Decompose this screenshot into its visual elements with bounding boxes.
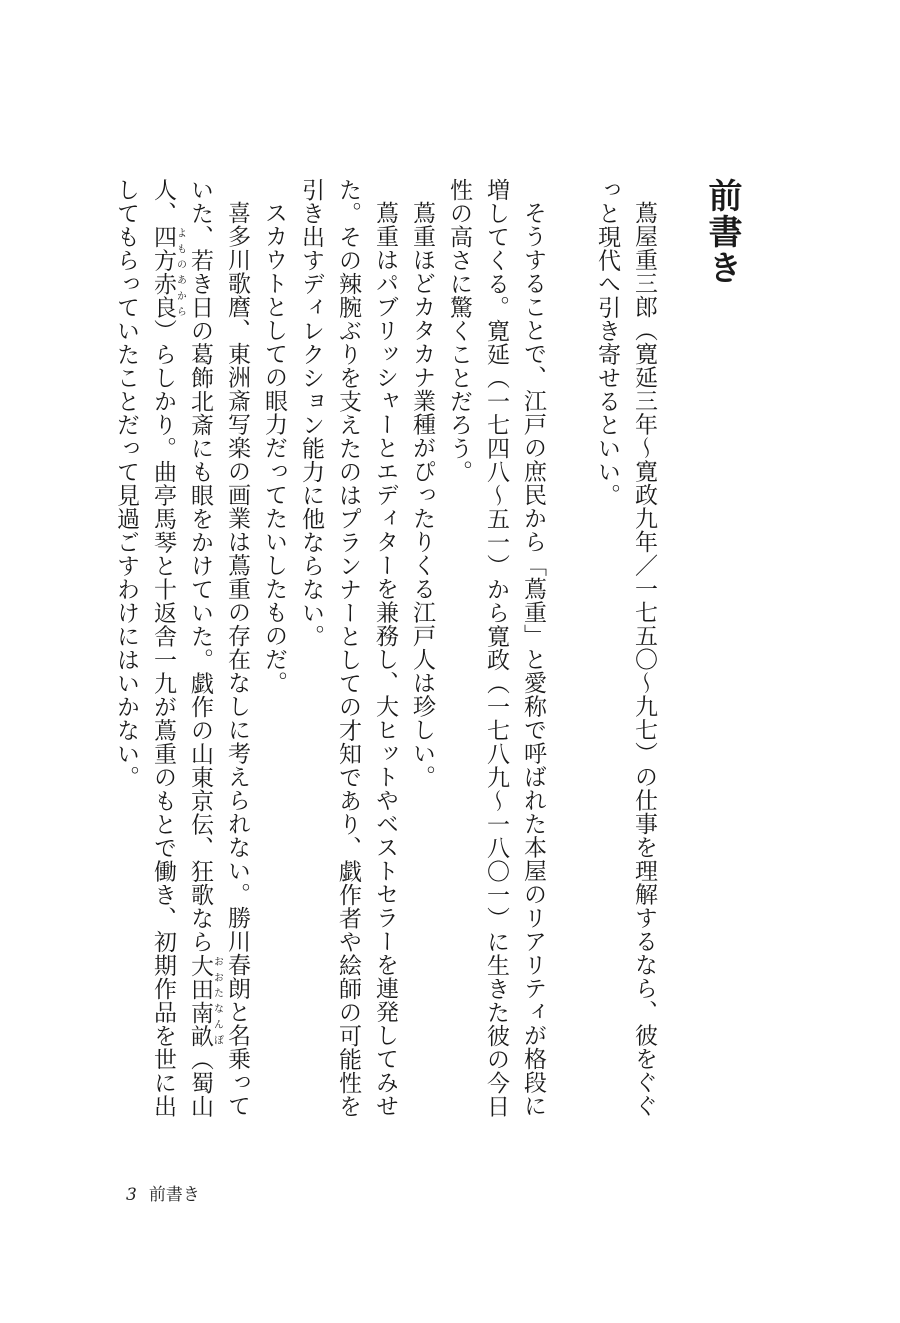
ruby-ota-nanpo-base: 大田南畝 xyxy=(187,953,213,1048)
ruby-ota-nanpo-reading: おおたなんぽ xyxy=(211,953,223,1048)
body-text xyxy=(107,178,662,1138)
ruby-yomo-no-akara-reading: よものあから xyxy=(174,225,186,319)
running-title: 前書き xyxy=(148,1185,200,1205)
paragraph-6-part2: （蜀山人、 xyxy=(150,178,213,1118)
paragraph-4: 蔦重はパブリッシャーとエディターを兼務し、大ヒットやベストセラーを連発してみせた。その辣腕ぶりを支えたのはプランナーとしての才知であり、戯作者や絵師の可能性を引き出すディレクション能力に他ならない。 xyxy=(298,178,398,1118)
ruby-ota-nanpo xyxy=(187,953,223,1048)
paragraph-1: 蔦屋重三郎（寛延三年〜寛政九年／一七五〇〜九七）の仕事を理解するなら、彼をぐぐっと現代へ引き寄せるといい。 xyxy=(594,178,657,1118)
paragraph-6-part1: 喜多川歌麿、東洲斎写楽の画業は蔦重の存在なしに考えられない。勝川春朗と名乗っていた、若き日の葛飾北斎にも眼をかけていた。戯作の山東京伝、狂歌なら xyxy=(187,178,250,1118)
paragraph-5: スカウトとしての眼力だってたいしたものだ。 xyxy=(261,201,287,695)
paragraph-2: そうすることで、江戸の庶民から「蔦重」と愛称で呼ばれた本屋のリアリティが格段に増してくる。寛延（一七四八〜五一）から寛政（一七八九〜一八〇一）に生きた彼の今日性の高さに驚くことだろう。 xyxy=(446,178,546,1118)
ruby-yomo-no-akara xyxy=(150,225,186,319)
page-title: 前書き xyxy=(702,178,742,286)
paragraph-6-part3: ）らしかり。曲亭馬琴と十返舎一九が蔦重のもとで働き、初期作品を世に出してもらっていたことだって見過ごすわけにはいかない。 xyxy=(113,178,176,1118)
page-number: 3 xyxy=(126,1185,137,1205)
paragraph-6 xyxy=(107,178,255,1138)
paragraph-3: 蔦重ほどカタカナ業種がぴったりくる江戸人は珍しい。 xyxy=(409,201,435,789)
ruby-yomo-no-akara-base: 四方赤良 xyxy=(150,225,176,319)
page-footer xyxy=(126,1180,200,1205)
